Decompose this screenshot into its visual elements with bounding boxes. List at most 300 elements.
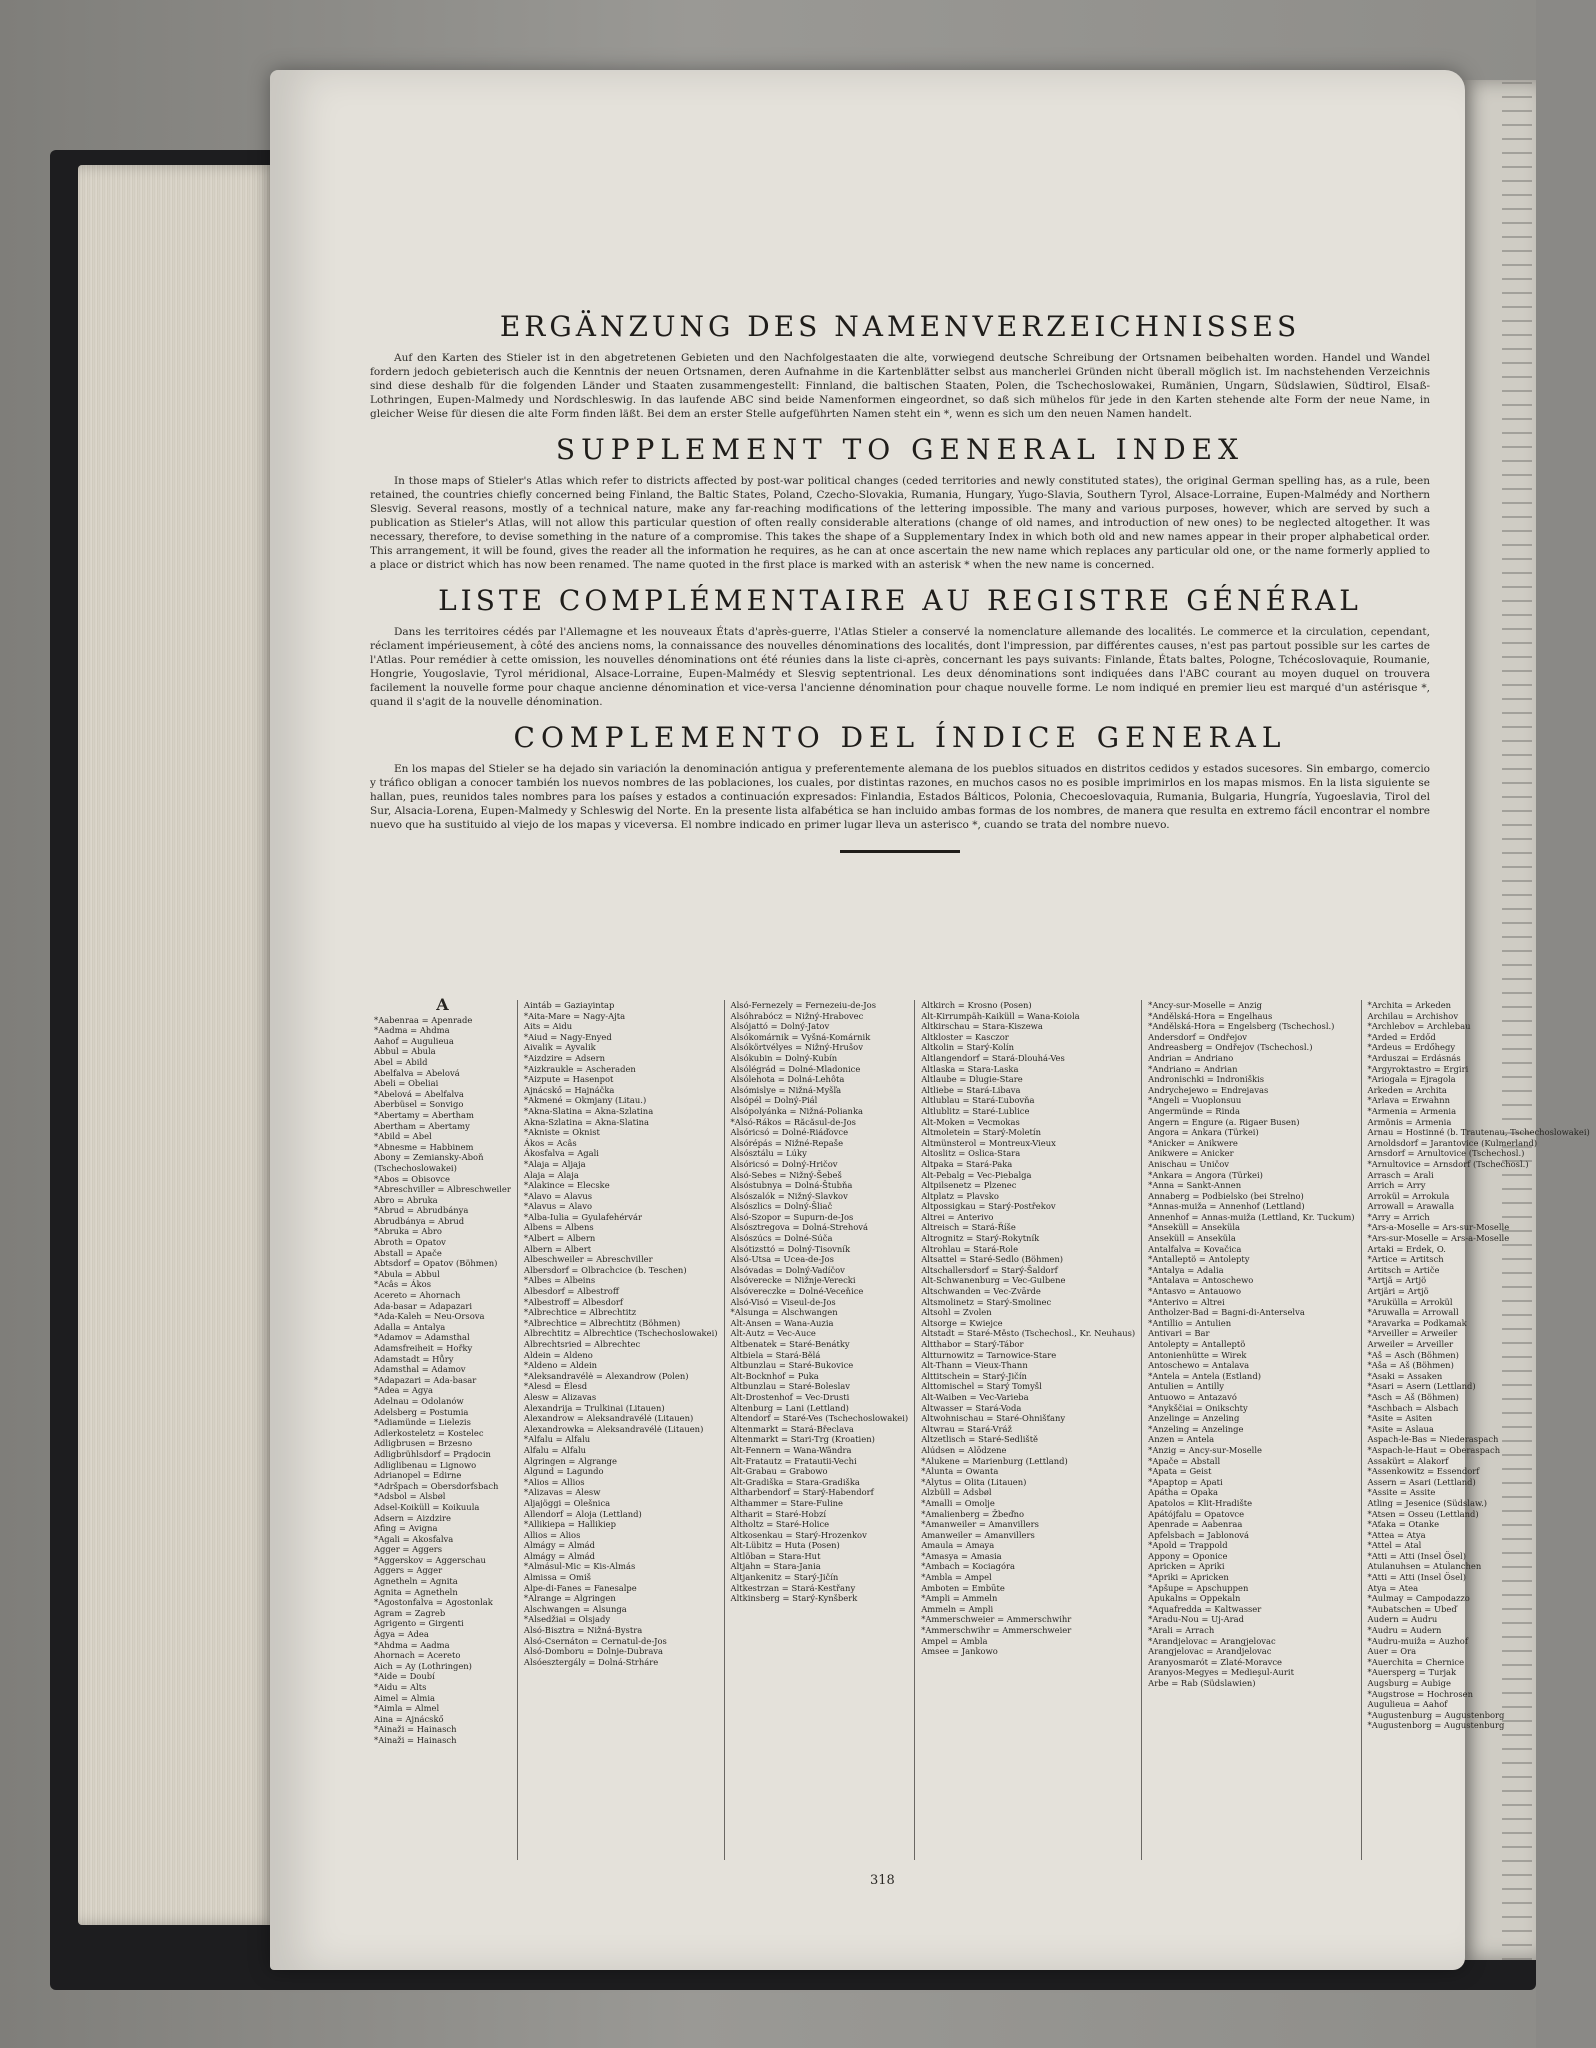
index-entry: Adelnau = Odolanów <box>374 1395 464 1406</box>
index-entry: *Ancy-sur-Moselle = Anzig <box>1148 1000 1262 1010</box>
index-entry: Auer = Ora <box>1367 1646 1417 1657</box>
index-entry: Altkloster = Kasczor <box>921 1031 1009 1042</box>
index-entry: Alt-Thann = Vieux-Thann <box>921 1360 1028 1371</box>
index-entry: *Anseküll = Anseküla <box>1148 1222 1241 1233</box>
index-entry: Altthabor = Starý-Tábor <box>921 1339 1024 1349</box>
index-entry: Alt-Moken = Vecmokas <box>921 1116 1020 1127</box>
index-entry: *Albert = Albern <box>523 1233 596 1244</box>
index-entry: Altsmolinetz = Starý-Smolinec <box>921 1296 1052 1307</box>
index-column <box>1141 1000 1360 1860</box>
index-entry: *Antalleptö = Antolepty <box>1148 1254 1250 1265</box>
index-entry: Antonienhütte = Wirek <box>1148 1349 1247 1360</box>
index-entry: *Anterivo = Altrei <box>1148 1296 1225 1307</box>
index-entry: Altendorf = Staré-Ves (Tschechoslowakei) <box>730 1413 909 1424</box>
index-entry: *Audru-muiža = Auzhof <box>1367 1635 1468 1646</box>
index-entry: Alt-Bocknhof = Puka <box>730 1370 819 1381</box>
index-entry: Armönis = Armenia <box>1367 1116 1452 1127</box>
index-entry: Alt-Kirrumpäh-Kaiküll = Wana-Koiola <box>921 1010 1080 1021</box>
index-entry: *Allikiepa = Hallikiep <box>523 1519 616 1530</box>
index-entry: Abbul = Abula <box>374 1046 436 1057</box>
index-entry: Andronischki = Indroniškis <box>1148 1074 1265 1085</box>
index-entry: Archilau = Archishov <box>1367 1010 1459 1021</box>
index-entry: Altenburg = Lani (Lettland) <box>730 1402 849 1413</box>
index-entry: Adlerkosteletz = Kostelec <box>374 1427 484 1438</box>
heading-german: ERGÄNZUNG DES NAMENVERZEICHNISSES <box>499 310 1301 343</box>
index-entry: *Aruwalla = Arrowall <box>1367 1307 1459 1318</box>
index-entry: Altkolin = Starý-Kolín <box>921 1042 1014 1053</box>
index-entry: *Alesd = Élesd <box>523 1381 588 1392</box>
index-entry: Alsóvadas = Dolný-Vadíčov <box>730 1264 845 1275</box>
index-entry: *Alios = Allios <box>523 1476 585 1487</box>
index-entry: Apenrade = Aabenraa <box>1148 1519 1243 1530</box>
index-entry: Alsó-Sebes = Nižný-Šebeš <box>730 1169 842 1180</box>
index-entry: Arweiler = Arveiller <box>1367 1339 1454 1349</box>
index-entry: *Ainaži = Hainasch <box>374 1734 457 1745</box>
index-entry: *Abula = Abbul <box>374 1268 440 1279</box>
index-entry: *Aschbach = Alsbach <box>1367 1402 1459 1413</box>
index-entry: Alexandrow = Aleksandravélė (Litauen) <box>523 1413 694 1424</box>
index-entry: Artjäri = Artjö <box>1367 1286 1429 1297</box>
index-entry: Aberbüsel = Sonvigo <box>374 1099 464 1110</box>
index-entry: Alsókörtvélyes = Nižný-Hrušov <box>730 1042 863 1053</box>
index-entry: *Adamov = Adamsthal <box>374 1332 470 1343</box>
index-entry: Albens = Albens <box>523 1222 594 1233</box>
index-entry: *Akniste = Oknist <box>523 1127 600 1138</box>
index-entry: Altzetlisch = Staré-Sedliště <box>921 1434 1039 1445</box>
index-entry: Abrudbánya = Abrud <box>374 1215 465 1226</box>
index-entry: Altsattel = Staré-Sedlo (Böhmen) <box>921 1254 1064 1265</box>
index-entry: Altpilsenetz = Plzenec <box>921 1180 1017 1191</box>
index-entry: Ágya = Adea <box>374 1629 429 1640</box>
index-entry: *Alunta = Owanta <box>921 1466 999 1477</box>
index-entry: Anikwere = Anicker <box>1148 1148 1234 1159</box>
index-entry: *Ankara = Angora (Türkei) <box>1148 1169 1263 1180</box>
index-entry: Adamstadt = Hůry <box>374 1353 454 1364</box>
index-entry: *Apače = Abstall <box>1148 1455 1221 1466</box>
index-entry: *Arnultovice = Arnsdorf (Tschechosl.) <box>1367 1158 1529 1169</box>
index-entry: Almágy = Almád <box>523 1550 596 1561</box>
index-entry: *Aubatschen = Ubeď <box>1367 1603 1457 1614</box>
index-entry: *Arveiller = Arweiler <box>1367 1328 1458 1339</box>
index-entry: Alt-Gradiška = Stara-Gradiška <box>730 1476 860 1487</box>
paragraph-german: Auf den Karten des Stieler ist in den abgetretenen Gebieten und den Nachfolgestaaten die alte, vorwiegend deutsche Schreibung der Ortsnamen beibehalten worden. Handel und Wandel fordern jedoch gebieterisch auch die Kenntnis der neuen Ortsnamen, deren Aufnahme in die Kartenblätter selbst aus mancherlei Gründen nicht überall möglich ist. Im nachstehenden Verzeichnis sind diese deshalb für die folgenden Länder und Staaten zusammengestellt: Finnland, die baltischen Staaten, Polen, die Tschechoslowakei, Rumänien, Ungarn, Südslawien, Südtirol, Elsaß-Lothringen, Eupen-Malmedy und Nordschleswig. In das laufende ABC sind beide Namenformen eingeordnet, so daß sich mühelos für jede in den Karten stehende alte Form der neue Name, in gleicher Weise für diesen die alte Form finden läßt. Bei dem an erster Stelle aufgeführten Namen steht ein *, wenn es sich um den neuen Namen handelt. <box>370 352 1430 420</box>
paragraph-english: In those maps of Stieler's Atlas which refer to districts affected by post-war political changes (ceded territories and newly constituted states), the original German spelling has, as a rule, been retained, the countries chiefly concerned being Finland, the Baltic States, Poland, Czecho-Slovakia, Rumania, Hungary, Yugo-Slavia, Southern Tyrol, Alsace-Lorraine, Eupen-Malmédy and Northern Slesvig. Several reasons, mostly of a technical nature, make any far-reaching modifications of the lettering impossible. The many and various purposes, however, which are served by such a publication as Stieler's Atlas, will not allow this particular question of often really considerable alterations (change of old names, and introduction of new ones) to be neglected altogether. It was necessary, therefore, to devise something in the nature of a compromise. This takes the shape of a Supplementary Index in which both old and new names appear in their proper alphabetical order. This arrangement, it will be found, gives the reader all the information he requires, as he can at once ascertain the new name which replaces any particular old one, or the name formerly applied to a place or district which has now been renamed. The name quoted in the first place is marked with an asterisk * when the new name is concerned. <box>370 475 1430 571</box>
index-entry: Antulien = Antilly <box>1148 1381 1224 1392</box>
index-entry: *Aimla = Almel <box>374 1703 440 1714</box>
index-entry: Altmünsterol = Montreux-Vieux <box>921 1137 1056 1148</box>
index-entry: *Ariogala = Ejragola <box>1367 1074 1456 1085</box>
index-column <box>914 1000 1141 1860</box>
index-entry: *Agostonfalva = Agostonlak <box>374 1597 493 1608</box>
index-entry: Alúdsen = Alōdzene <box>921 1444 1007 1455</box>
index-entry: Artaki = Erdek, O. <box>1367 1243 1446 1254</box>
index-entry: Altschallersdorf = Starý-Šaldorf <box>921 1264 1058 1275</box>
index-entry: Aggers = Agger <box>374 1565 443 1576</box>
index-entry: *Assenkowitz = Essendorf <box>1367 1466 1480 1477</box>
index-entry: Agnetheln = Agnita <box>374 1576 458 1587</box>
index-entry: Altbunzlau = Staré-Bukovice <box>730 1360 854 1371</box>
index-entry: Altsohl = Zvolen <box>921 1307 992 1318</box>
index-entry: Alexandrija = Trulkinai (Litauen) <box>523 1402 665 1413</box>
index-entry: Abroth = Opatov <box>374 1237 446 1248</box>
index-entry: Altlublau = Stará-Ľubovňa <box>921 1095 1035 1106</box>
index-entry: Altrohlau = Stará-Role <box>921 1243 1019 1254</box>
index-entry: *Aizpute = Hasenpot <box>523 1074 614 1085</box>
index-entry: *Adsbol = Alsbøl <box>374 1491 446 1502</box>
index-entry: Alsóvereczke = Dolné-Veceňice <box>730 1286 864 1297</box>
index-entry: *Ammerschweier = Ammerschwihr <box>921 1614 1072 1625</box>
index-entry: *Audru = Audern <box>1367 1625 1442 1636</box>
index-column <box>517 1000 724 1860</box>
index-entry: Alsóricsó = Dolné-Riáďovce <box>730 1127 849 1138</box>
index-entry: Adrianopel = Edirne <box>374 1470 462 1481</box>
index-entry: Adliglibenau = Lignowo <box>374 1459 477 1470</box>
index-entry: *Anicker = Anikwere <box>1148 1137 1238 1148</box>
index-entry: Abony = Zemiansky-Aboň <box>374 1152 484 1163</box>
index-letter: A <box>436 995 449 1014</box>
index-entry: *Amalli = Omolje <box>921 1497 995 1508</box>
index-entry: Abertham = Abertamy <box>374 1120 470 1131</box>
index-entry: *Alakince = Elecske <box>523 1180 610 1191</box>
index-entry: Alsóhrabócz = Nižný-Hrabovec <box>730 1010 864 1021</box>
index-entry: Aljajöggi = Olešnica <box>523 1497 611 1508</box>
index-entry: Appony = Oponice <box>1148 1550 1228 1561</box>
index-entry: Alsó-Utsa = Ucea-de-Jos <box>730 1254 834 1265</box>
index-entry: *Asari = Asern (Lettland) <box>1367 1381 1476 1392</box>
index-entry: *Arduszai = Erdásnás <box>1367 1052 1461 1063</box>
index-entry: Alsókomárnik = Vyšná-Komárnik <box>730 1031 871 1042</box>
index-entry: Adsel-Koiküll = Koikuula <box>374 1501 480 1512</box>
index-entry: Altbunzlau = Staré-Boleslav <box>730 1381 851 1392</box>
index-entry: (Tschechoslowakei) <box>374 1162 457 1173</box>
index-entry: Algund = Lagundo <box>523 1466 604 1477</box>
index-entry: *Apold = Trappold <box>1148 1540 1228 1551</box>
index-entry: Alt-Ansen = Wana-Auzia <box>730 1317 834 1328</box>
index-entry: Aivalik = Ayvalik <box>523 1042 596 1053</box>
index-entry: Agnita = Agnetheln <box>374 1586 458 1597</box>
intro-section <box>370 300 1430 873</box>
index-entry: Agram = Zagreb <box>374 1607 446 1618</box>
index-entry: Alpe-di-Fanes = Fanesalpe <box>523 1582 637 1593</box>
paragraph-spanish: En los mapas del Stieler se ha dejado sin variación la denominación antigua y preferentemente alemana de los pueblos situados en distritos cedidos y estados sucesores. Sin embargo, comercio y tráfico obligan a conocer también los nuevos nombres de las poblaciones, los cuales, por distintas razones, en muchos casos no es posible imprimirlos en los mapas mismos. En la lista siguiente se hallan, pues, reunidos tales nombres para los países y estados a continuación expresados: Finlandia, Estados Bálticos, Polonia, Checoeslovaquia, Rumania, Bulgaria, Hungría, Yugoeslavia, Tirol del Sur, Alsacia-Lorena, Eupen-Malmedy y Schleswig del Norte. En la presente lista alfabética se han incluido ambas formas de los nombres, de manera que resulta en extremo fácil encontrar el nombre nuevo que ha sustituido al viejo de los mapas y viceversa. El nombre indicado en primer lugar lleva un asterisco *, cuando se trata del nombre nuevo. <box>370 763 1430 831</box>
index-entry: Alt-Schwanenburg = Vec-Gulbene <box>921 1275 1066 1286</box>
index-entry: *Amasya = Amasia <box>921 1550 1002 1561</box>
index-entry: Altmoletein = Starý-Moletín <box>921 1127 1041 1138</box>
index-entry: Augsburg = Aubige <box>1367 1678 1451 1688</box>
index-entry: Ákosfalva = Agali <box>523 1148 599 1159</box>
index-entry: *Atti = Atti (Insel Ösel) <box>1367 1550 1466 1561</box>
index-entry: Arnsdorf = Arnultovice (Tschechosl.) <box>1367 1148 1525 1159</box>
index-entry: *Augustenborg = Augustenburg <box>1367 1720 1505 1731</box>
index-entry: *Arukülla = Arrokül <box>1367 1296 1453 1307</box>
index-entry: *Antillio = Antulien <box>1148 1317 1232 1328</box>
index-entry: Altreisch = Stará-Říše <box>921 1222 1016 1233</box>
index-entry: Antholzer-Bad = Bagni-di-Anterselva <box>1148 1307 1305 1318</box>
index-entry: *Apaptop = Apati <box>1148 1476 1223 1487</box>
index-entry: Antuowo = Antazavó <box>1148 1391 1237 1402</box>
index-entry: Ammeln = Ampli <box>921 1603 994 1614</box>
index-entry: Abel = Abild <box>374 1056 428 1067</box>
index-entry: *Alrange = Algringen <box>523 1593 616 1604</box>
index-entry: Afing = Avigna <box>374 1523 438 1534</box>
index-entry: *Agali = Akosfalva <box>374 1533 454 1544</box>
index-entry: *Antalava = Antoschewo <box>1148 1275 1254 1286</box>
index-entry: Apátójfalu = Opatovce <box>1148 1508 1245 1519</box>
index-column <box>724 1000 915 1860</box>
index-entry: Altliebe = Stará-Libava <box>921 1084 1021 1095</box>
index-entry: Alaja = Alaja <box>523 1169 579 1180</box>
index-entry: *Armenia = Armenia <box>1367 1105 1457 1116</box>
index-entry: Antoschewo = Antalava <box>1148 1360 1250 1371</box>
index-entry: Assern = Asari (Lettland) <box>1367 1476 1476 1487</box>
index-entry: Albeschweiler = Abreschviller <box>523 1254 653 1265</box>
index-entry: *Aadma = Ahdma <box>374 1025 450 1036</box>
index-entry: *Atti = Atti (Insel Ösel) <box>1367 1572 1466 1583</box>
index-entry: Antivari = Bar <box>1148 1328 1210 1339</box>
index-entry: Altharit = Staré-Hobzí <box>730 1508 827 1519</box>
index-entry: Arkeden = Archita <box>1367 1084 1447 1095</box>
index-entry: Andrian = Andriano <box>1148 1052 1234 1063</box>
index-entry: *Anykščiai = Onikschty <box>1148 1402 1248 1413</box>
index-entry: *Alavus = Alavo <box>523 1201 593 1212</box>
index-entry: *Andriano = Andrian <box>1148 1063 1238 1074</box>
index-entry: Altrei = Anterivo <box>921 1211 994 1222</box>
index-entry: Ampel = Ambla <box>921 1635 988 1646</box>
index-entry: *Augstrose = Hochrosen <box>1367 1688 1473 1699</box>
index-entry: Annenhof = Annas-muiža (Lettland, Kr. Tuckum) <box>1148 1211 1355 1222</box>
index-entry: Abtsdorf = Opatov (Böhmen) <box>374 1258 498 1269</box>
index-entry: *Antela = Antela (Estland) <box>1148 1370 1261 1381</box>
index-entry: Albrechtsried = Albrechtec <box>523 1339 641 1349</box>
index-entry: Alsótizsttó = Dolný-Tisovník <box>730 1243 851 1254</box>
index-entry: *Alsó-Rákos = Răcăsul-de-Jos <box>730 1116 856 1127</box>
index-entry: *Archlebov = Archlebau <box>1367 1021 1471 1032</box>
index-entry: *Akmené = Okmjany (Litau.) <box>523 1095 647 1106</box>
index-entry: Apatolos = Klit-Hradište <box>1148 1497 1253 1508</box>
index-entry: Alsójattó = Dolný-Jatov <box>730 1021 830 1032</box>
index-entry: Altschwanden = Vec-Zvārde <box>921 1286 1041 1297</box>
index-entry: Abelfalva = Abelová <box>374 1067 460 1078</box>
index-entry: *Ada-Kaleh = Neu-Orsova <box>374 1311 485 1322</box>
index-entry: *Adapazari = Ada-basar <box>374 1374 477 1385</box>
index-entry: *Atsen = Osseu (Lettland) <box>1367 1508 1479 1519</box>
index-entry: Alsóricsó = Dolný-Hričov <box>730 1158 838 1169</box>
index-entry: Altenmarkt = Stari-Trg (Kroatien) <box>730 1434 875 1445</box>
index-entry: Adalla = Antalya <box>374 1321 446 1332</box>
index-entry: *Auersperg = Turjak <box>1367 1667 1457 1678</box>
index-entry: Alsó-Csernáton = Cernatul-de-Jos <box>523 1635 667 1646</box>
index-entry: Arangjelovac = Arandjelovac <box>1148 1646 1272 1657</box>
index-entry: *Asch = Aš (Böhmen) <box>1367 1391 1459 1402</box>
index-entry: *Assite = Assite <box>1367 1487 1436 1498</box>
index-entry: Apfelsbach = Jablonová <box>1148 1529 1249 1540</box>
index-entry: Arrokül = Arrokula <box>1367 1190 1450 1201</box>
index-entry: *Adršpach = Obersdorfsbach <box>374 1480 499 1491</box>
index-entry: *Acâs = Ákos <box>374 1279 432 1290</box>
divider-rule <box>840 850 960 853</box>
index-entry: Alsó-Szopor = Supurn-de-Jos <box>730 1211 854 1222</box>
index-entry: Amaula = Amaya <box>921 1540 995 1551</box>
index-entry: *Alaja = Aljaja <box>523 1158 586 1169</box>
index-entry: *Ammerschwihr = Ammerschweier <box>921 1625 1072 1636</box>
index-entry: Amanweiler = Amanvillers <box>921 1529 1035 1540</box>
index-entry: Alesw = Alizavas <box>523 1391 597 1402</box>
index-entry: Alt-Fennern = Wana-Wändra <box>730 1444 852 1455</box>
index-entry: Aimel = Almia <box>374 1692 435 1703</box>
index-entry: Altpossigkau = Starý-Postřekov <box>921 1201 1056 1212</box>
index-entry: *Alavo = Alavus <box>523 1190 593 1201</box>
index-entry: *Ambla = Ampel <box>921 1572 992 1583</box>
index-entry: *Augustenburg = Augustenborg <box>1367 1709 1505 1720</box>
index-entry: Altwrau = Stará-Vráž <box>921 1423 1012 1434</box>
index-entry: Altkosenkau = Starý-Hrozenkov <box>730 1529 867 1540</box>
heading-french: LISTE COMPLÉMENTAIRE AU REGISTRE GÉNÉRAL <box>438 584 1362 617</box>
index-entry: Altlangendorf = Stará-Dlouhá-Ves <box>921 1052 1065 1063</box>
index-entry: *Almásul-Mic = Kis-Almás <box>523 1561 636 1572</box>
index-entry: *Aleksandravélė = Alexandrow (Polen) <box>523 1370 689 1381</box>
index-entry: Apricken = Apriki <box>1148 1561 1225 1572</box>
index-entry: Antalfalva = Kovačica <box>1148 1243 1242 1254</box>
index-entry: *Ampli = Ammeln <box>921 1593 998 1604</box>
index-entry: Apátha = Opaka <box>1148 1487 1218 1498</box>
index-entry: Altlaube = Dlugie-Stare <box>921 1074 1023 1085</box>
index-entry: Altpaka = Stará-Paka <box>921 1158 1013 1169</box>
index-entry: *Ars-a-Moselle = Ars-sur-Moselle <box>1367 1222 1510 1233</box>
index-entry: *Annas-muiža = Annenhof (Lettland) <box>1148 1201 1305 1212</box>
index-entry: Altlaska = Stara-Laska <box>921 1063 1019 1074</box>
index-entry: Alfalu = Alfalu <box>523 1444 587 1455</box>
index-entry: *Amalienberg = Žbeďno <box>921 1508 1025 1519</box>
index-entry: Alsószlics = Dolný-Šliač <box>730 1201 833 1212</box>
index-entry: *Auerchita = Chernice <box>1367 1656 1465 1667</box>
index-entry: Ahornach = Acereto <box>374 1650 461 1661</box>
index-entry: Arnau = Hostinné (b. Trautenau, Tschechoslowakei) <box>1367 1127 1590 1138</box>
index-entry: Augulieua = Aahof <box>1367 1699 1448 1710</box>
index-entry: Abeli = Obeliai <box>374 1078 439 1089</box>
index-entry: *Arded = Erdőd <box>1367 1031 1436 1042</box>
index-entry: Amsee = Jankowo <box>921 1646 998 1657</box>
index-entry: Alsóverecke = Nižnje-Verecki <box>730 1275 856 1286</box>
index-entry: *Attea = Atya <box>1367 1529 1426 1540</box>
index-entry: Andersdorf = Ondřejov <box>1148 1031 1248 1042</box>
index-entry: *Artjä = Artjö <box>1367 1275 1427 1286</box>
index-entry: Alt-Waiben = Vec-Varieba <box>921 1391 1029 1402</box>
index-entry: Aahof = Augulieua <box>374 1035 454 1046</box>
index-entry: Adamsthal = Adamov <box>374 1364 466 1375</box>
index-entry: Ada-basar = Adapazari <box>374 1300 473 1311</box>
index-entry: Angermünde = Rinda <box>1148 1105 1241 1116</box>
index-entry: *Aš = Asch (Böhmen) <box>1367 1349 1459 1360</box>
index-entry: Alsómislye = Nižná-Myšľa <box>730 1084 842 1095</box>
index-entry: Alsókubin = Dolný-Kubín <box>730 1052 838 1063</box>
index-entry: Altholtz = Staré-Holice <box>730 1519 830 1530</box>
index-entry: *Asaki = Assaken <box>1367 1370 1443 1381</box>
index-entry: *Archita = Arkeden <box>1367 1000 1452 1010</box>
index-entry: Alsó-Bisztra = Nižná-Bystra <box>523 1625 643 1636</box>
index-entry: Agrigento = Girgenti <box>374 1618 464 1629</box>
index-entry: *Aťaka = Otanke <box>1367 1519 1440 1530</box>
index-entry: Andrychejewo = Endrejavas <box>1148 1084 1269 1095</box>
index-entry: Antolepty = Antalleptö <box>1148 1339 1246 1349</box>
index-entry: Ákos = Acâs <box>523 1137 577 1148</box>
index-entry: Arrich = Arry <box>1367 1180 1426 1191</box>
index-entry: Apukalns = Oppekaln <box>1148 1593 1241 1604</box>
paragraph-french: Dans les territoires cédés par l'Allemagne et les nouveaux États d'après-guerre, l'Atlas Stieler a conservé la nomenclature allemande des localités. Le commerce et la circulation, cependant, réclament impérieusement, à côté des anciens noms, la connaissance des nouvelles dénominations des localités, dont l'impression, par différentes causes, n'est pas partout possible sur les cartes de l'Atlas. Pour remédier à cette omission, les nouvelles dénominations ont été réunies dans la liste ci-après, concernant les pays suivants: Finlande, États baltes, Pologne, Tchécoslovaquie, Roumanie, Hongrie, Yougoslavie, Tyrol méridional, Alsace-Lorraine, Eupen-Malmédy et Slesvig septentrional. Les deux dénominations sont indiquées dans l'ABC courant au moyen duquel on trouvera facilement la nouvelle forme pour chaque ancienne dénomination et vice-versa l'ancienne dénomination pour chaque nouvelle forme. Le nom indiqué en premier lieu est marqué d'un astérisque *, quand il s'agit de la nouvelle dénomination. <box>370 626 1430 708</box>
index-entry: Adamsfreiheit = Hořky <box>374 1343 473 1353</box>
index-entry: *Ainaži = Hainasch <box>374 1724 457 1735</box>
index-entry: *Abild = Abel <box>374 1131 432 1142</box>
index-entry: *Argyroktastro = Ergiri <box>1367 1063 1469 1074</box>
index-entry: Abro = Abruka <box>374 1194 438 1205</box>
index-entry: *Aspach-le-Haut = Oberaspach <box>1367 1444 1501 1455</box>
index-entry: *Aulmay = Campodazzo <box>1367 1593 1470 1604</box>
index-entry: *Apata = Geist <box>1148 1466 1212 1477</box>
index-entry: Alt-Fratautz = Fratautii-Vechi <box>730 1455 857 1466</box>
index-column <box>368 995 517 1860</box>
index-entry: Altoslitz = Oslica-Stara <box>921 1148 1021 1159</box>
index-entry: Akna-Szlatina = Akna-Slatina <box>523 1116 650 1127</box>
index-entry: Albesdorf = Albestroff <box>523 1286 619 1297</box>
index-entry: *Anzeling = Anzelinge <box>1148 1423 1244 1434</box>
index-entry: Alsóesztergály = Dolná-Strháre <box>523 1656 659 1667</box>
index-entry: *Anna = Sankt-Annen <box>1148 1180 1242 1191</box>
index-entry: Almágy = Almád <box>523 1540 596 1551</box>
index-entry: *Alsedžiai = Olsjady <box>523 1614 611 1625</box>
index-entry: Alt-Drostenhof = Vec-Drusti <box>730 1391 850 1402</box>
index-entry: *Aizkraukle = Ascheraden <box>523 1063 636 1074</box>
index-entry: Alschwangen = Alsunga <box>523 1603 627 1614</box>
index-entry: Agger = Aggers <box>374 1544 443 1555</box>
index-entry: Altharbendorf = Starý-Habendorf <box>730 1487 874 1498</box>
index-entry: *Alukene = Marienburg (Lettland) <box>921 1455 1068 1466</box>
index-entry: Alt-Lübitz = Huta (Posen) <box>730 1540 840 1551</box>
index-entry: Allios = Alios <box>523 1529 581 1540</box>
index-entry: *Adiamünde = Lielezis <box>374 1417 471 1428</box>
index-entry: Acereto = Ahornach <box>374 1290 461 1301</box>
index-entry: *Alizavas = Alesw <box>523 1487 601 1498</box>
index-entry: Altbenatek = Staré-Benátky <box>730 1339 850 1349</box>
index-entry: Altwasser = Stará-Voda <box>921 1402 1022 1413</box>
index-entry: Alsópolyánka = Nižná-Polianka <box>730 1105 864 1116</box>
index-entry: Altwohnischau = Staré-Ohnišťany <box>921 1413 1066 1424</box>
index-entry: Artitsch = Artiče <box>1367 1264 1440 1275</box>
index-entry: Arnoldsdorf = Jarantovice (Kulmerland) <box>1367 1137 1538 1148</box>
index-entry: *Abelová = Abelfalva <box>374 1088 464 1099</box>
index-entry: *Alsunga = Alschwangen <box>730 1307 838 1318</box>
index-entry: Alexandrowka = Aleksandravélė (Litauen) <box>523 1423 704 1434</box>
index-entry: *Antasvo = Antauowo <box>1148 1286 1242 1297</box>
index-entry: *Albestroff = Albesdorf <box>523 1296 623 1307</box>
index-entry: *Aide = Doubí <box>374 1671 435 1682</box>
index-entry: Alsó-Fernezely = Fernezeiu-de-Jos <box>730 1000 877 1010</box>
index-entry: Alttitschein = Starý-Jičín <box>921 1370 1027 1381</box>
index-entry: *Apriki = Apricken <box>1148 1572 1229 1583</box>
index-entry: *Albrechtice = Albrechtitz (Böhmen) <box>523 1317 681 1328</box>
index-entry: *Asite = Asiten <box>1367 1413 1433 1424</box>
index-entry: Alsólégrád = Dolné-Mladonice <box>730 1063 861 1074</box>
index-entry: *Andělská-Hora = Engelsberg (Tschechosl.) <box>1148 1021 1335 1032</box>
index-entry: *Arry = Arrich <box>1367 1211 1430 1222</box>
index-entry: Altkinsberg = Starý-Kynšberk <box>730 1593 858 1604</box>
heading-spanish: COMPLEMENTO DEL ÍNDICE GENERAL <box>513 721 1287 754</box>
index-entry: Adsern = Aizdzire <box>374 1512 451 1523</box>
index-entry: Atya = Atea <box>1367 1582 1419 1593</box>
index-entry: Alsó-Domboru = Dolnje-Dubrava <box>523 1646 664 1657</box>
index-entry: *Apšupe = Apschuppen <box>1148 1582 1249 1593</box>
index-entry: Anzen = Antela <box>1148 1434 1215 1445</box>
index-entry: *Aldeno = Aldein <box>523 1360 598 1371</box>
index-entry: Ajnácskő = Hajnáčka <box>523 1084 615 1095</box>
